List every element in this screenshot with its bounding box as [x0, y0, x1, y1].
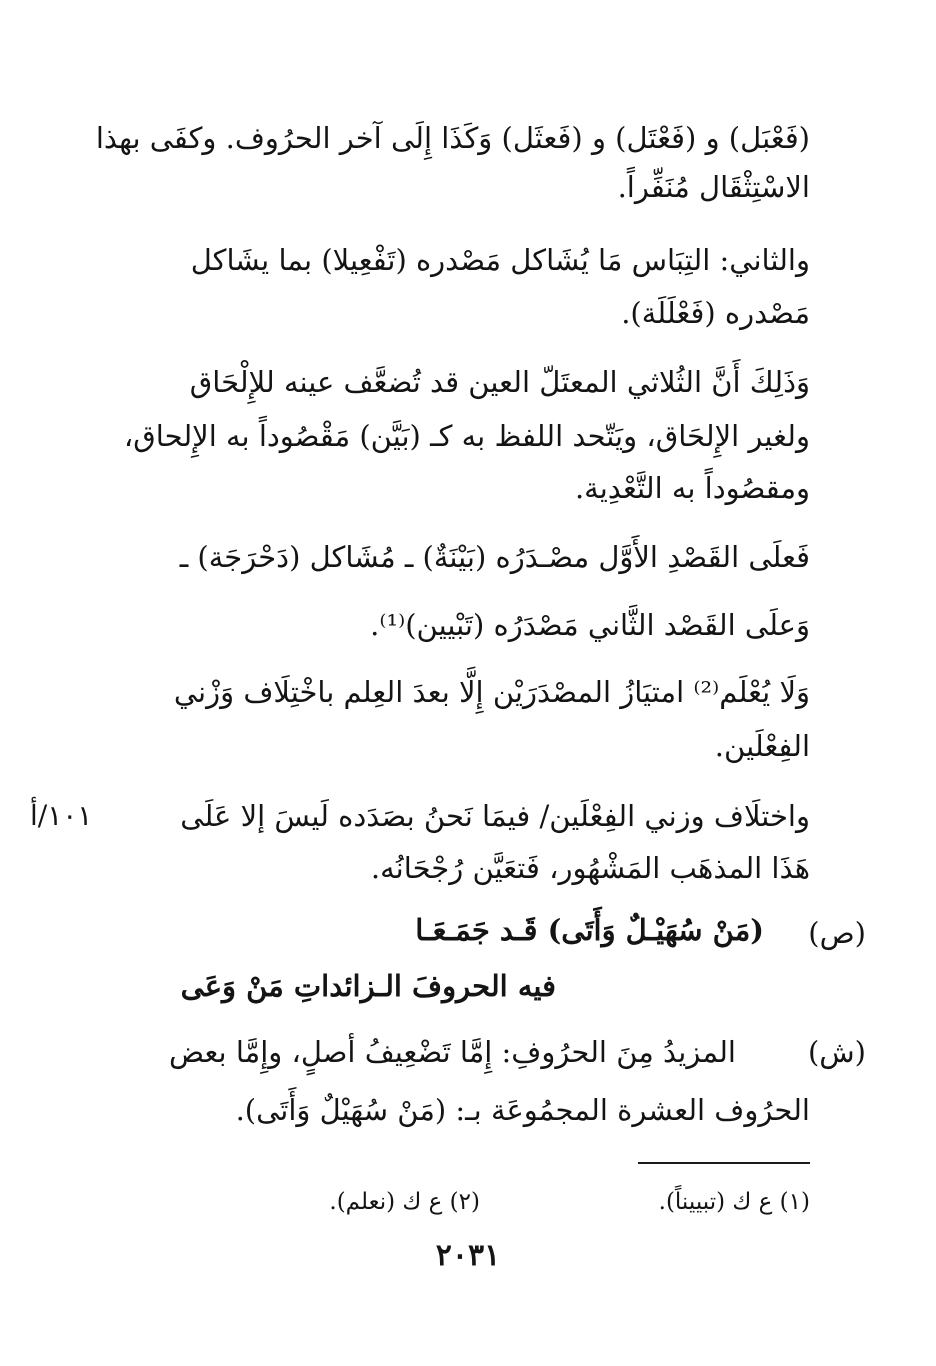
commentary-line-1: المزيدُ مِنَ الحرُوفِ: إِمَّا تَضْعِيفُ أصلٍ، وإِمَّا بعض [169, 1035, 736, 1069]
verse-marker: (ص) [808, 916, 866, 950]
footnote-divider [638, 1162, 810, 1164]
text-line-7: ومقصُوداً به التَّعْدِية. [574, 471, 810, 505]
text-line-10: وَلَا يُعْلَم⁽²⁾ امتيَازُ المصْدَرَيْن إِلَّا بعدَ العِلم باخْتِلَاف وَزْني [173, 675, 810, 709]
text-line-4: مَصْدره (فَعْلَلَة). [621, 296, 810, 330]
text-line-13: هَذَا المذهَب المَشْهُور، فَتعَيَّن رُجْحَانُه. [370, 851, 810, 885]
text-line-2: الاسْتِثْقَال مُنَفِّراً. [617, 170, 810, 204]
footnote-2: (٢) ع ك (نعلم). [329, 1189, 480, 1215]
text-line-11: الفِعْلَين. [714, 729, 810, 763]
folio-margin-note: ١٠١/أ [30, 799, 93, 832]
footnote-1: (١) ع ك (تبييناً). [658, 1189, 810, 1215]
page-number: ٢٠٣١ [435, 1238, 501, 1273]
text-line-12: واختلَاف وزني الفِعْلَين/ فيمَا نَحنُ بصَدَده لَيسَ إلا عَلَى [180, 799, 810, 833]
verse-line-2: فيه الحروفَ الـزائداتِ مَنْ وَعَى [180, 969, 556, 1003]
text-line-8: فَعلَى القَصْدِ الأَوَّل مصْـدَرُه (بَيْنَةٌ) ـ مُشَاكل (دَحْرَجَة) ـ [179, 540, 810, 574]
text-line-6: ولغير الإِلحَاق، ويَتّحد اللفظ به كـ (بَيَّن) مَقْصُوداً به الإِلحاق، [123, 419, 810, 453]
commentary-marker: (ش) [807, 1035, 866, 1069]
text-line-3: والثاني: التِبَاس مَا يُشَاكل مَصْدره (تَفْعِيلا) بما يشَاكل [190, 243, 810, 277]
text-line-1: (فَعْبَل) و (فَعْتَل) و (فَعثَل) وَكَذَا إِلَى آخر الحرُوف. وكفَى بهذا [95, 121, 810, 155]
text-line-9: وَعلَى القَصْد الثَّاني مَصْدَرُه (تَبْيين)⁽¹⁾. [370, 608, 810, 642]
verse-line-1: (مَنْ سُهَيْـلٌ وَأَتَى) قَـد جَمَـعَـا [415, 913, 764, 947]
text-line-5: وَذَلِكَ أَنَّ الثُلاثي المعتَلّ العين قد تُضعَّف عينه للإِلْحَاق [189, 365, 810, 399]
commentary-line-2: الحرُوف العشرة المجمُوعَة بـ: (مَنْ سُهَيْلٌ وَأَتَى). [235, 1093, 810, 1127]
